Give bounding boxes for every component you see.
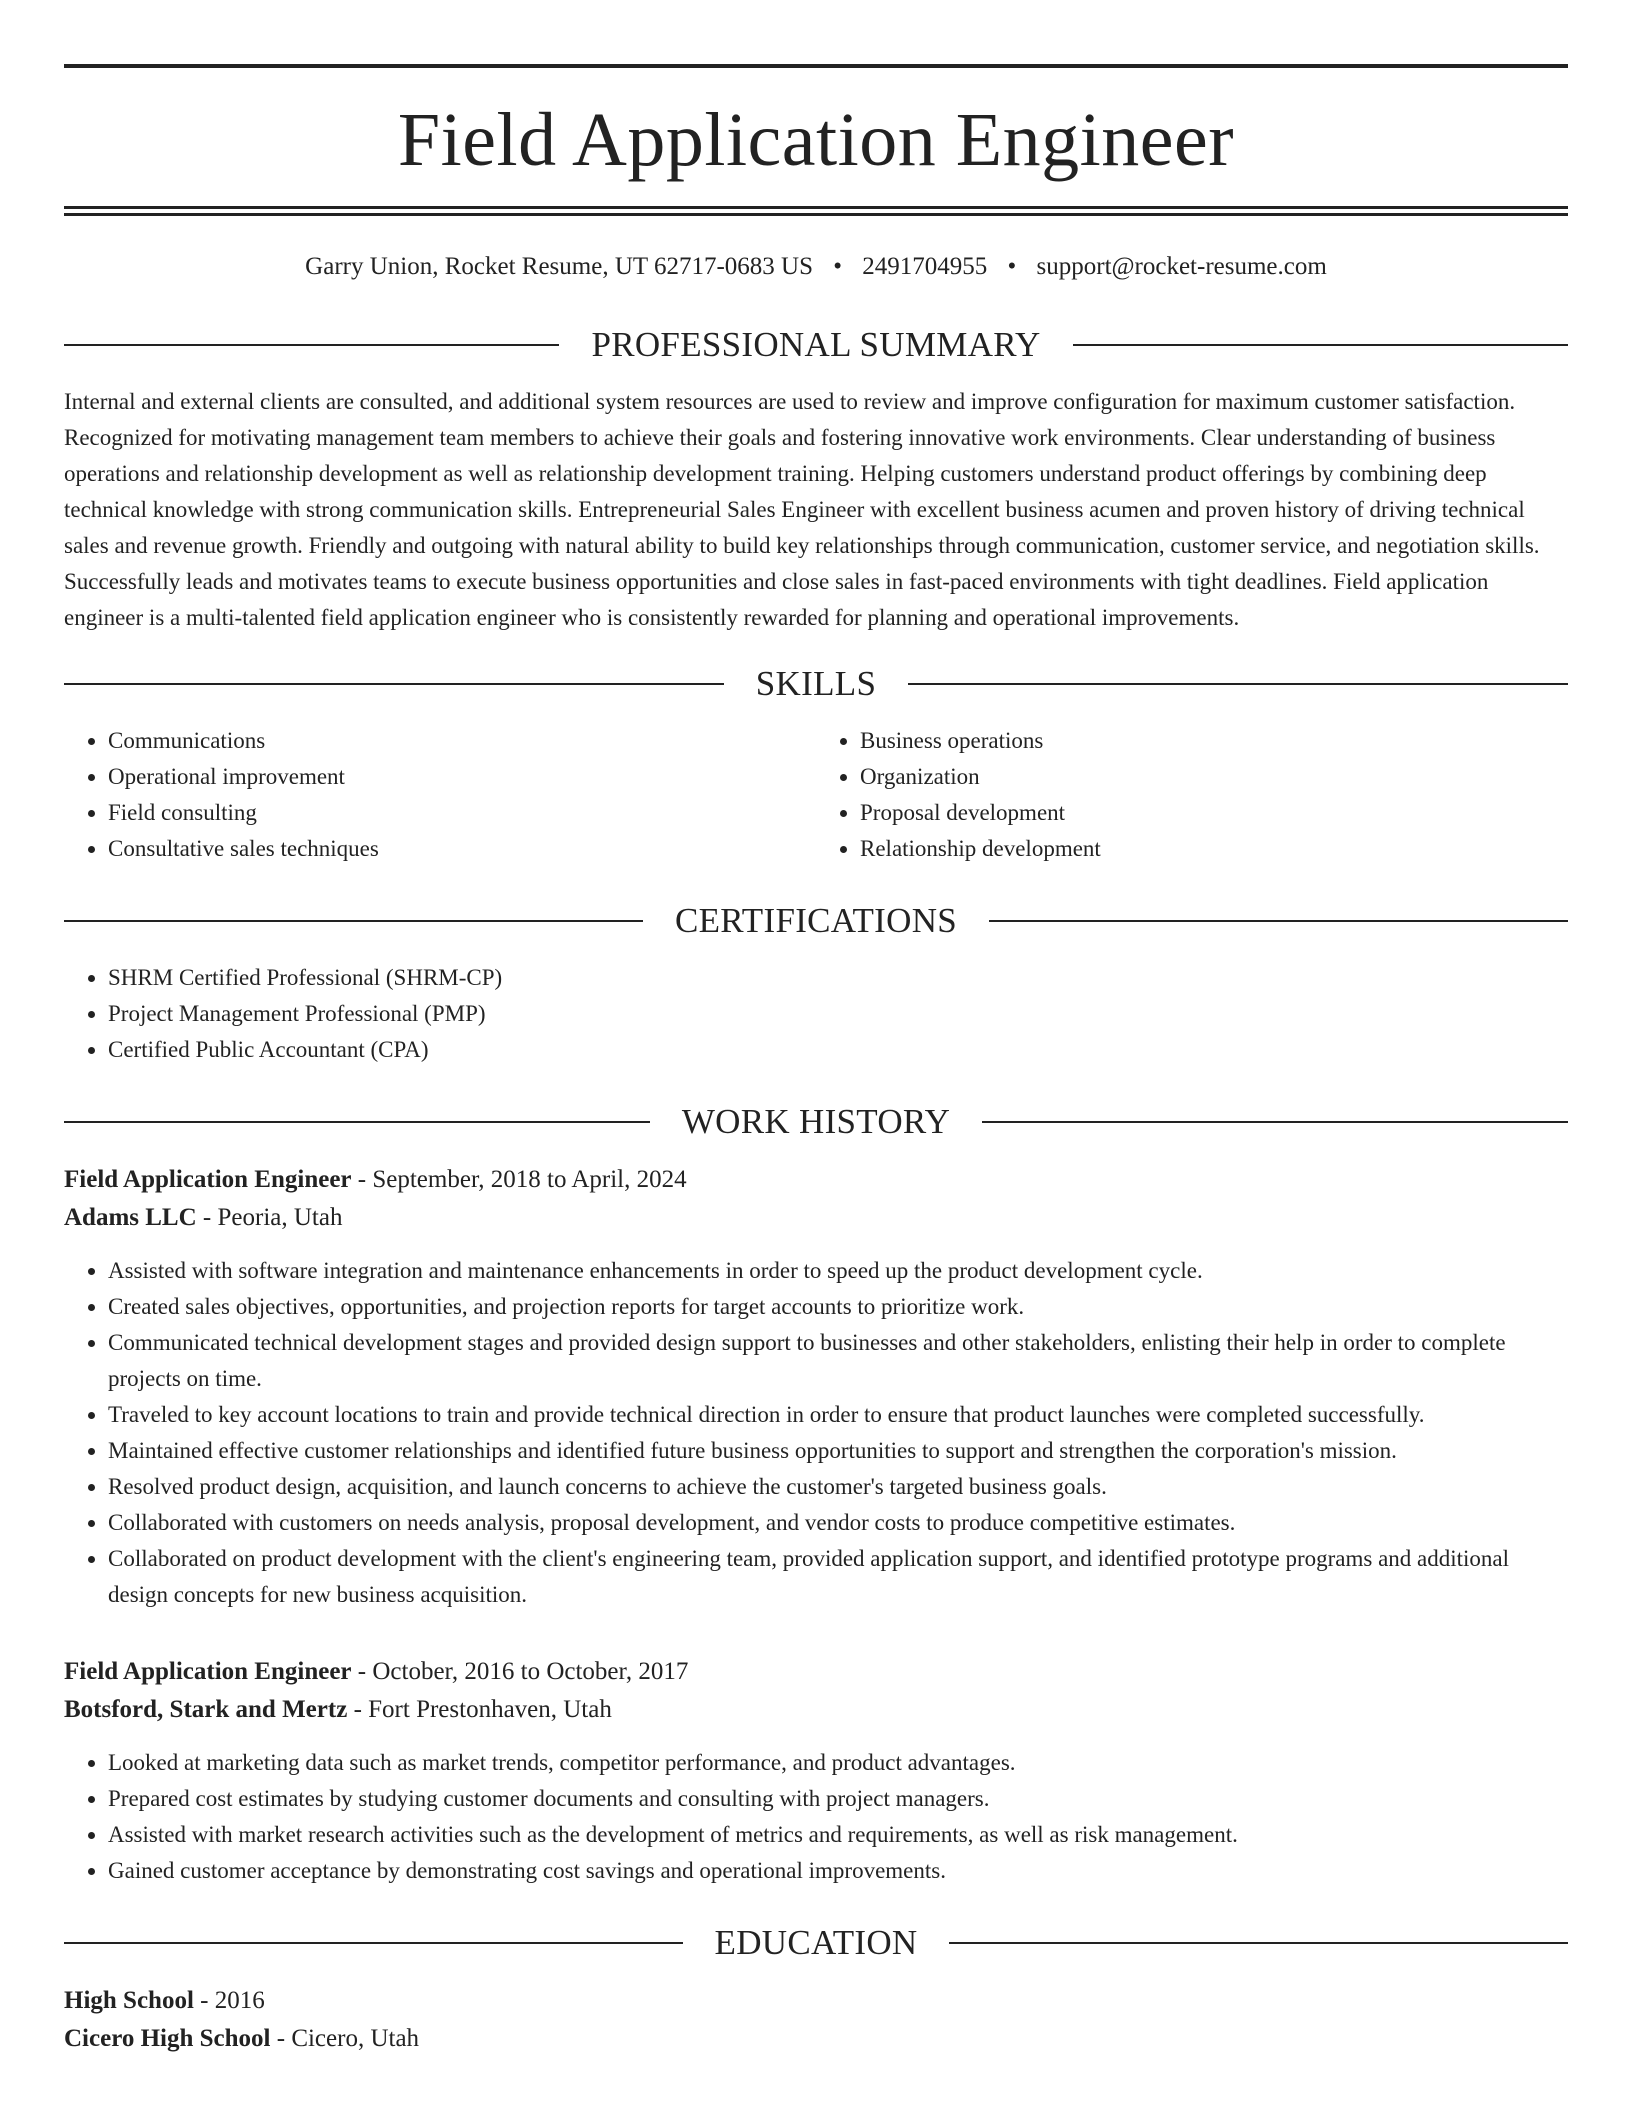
job-location: Peoria, Utah (217, 1204, 343, 1231)
job-dates: October, 2016 to October, 2017 (372, 1658, 689, 1685)
work-history-heading (64, 1104, 1568, 1139)
job-bullet: • Assisted with software integration and maintenance enhancements in order to speed up the product development cycle. (108, 1253, 1568, 1289)
job-bullet: • Maintained effective customer relationships and identified future business opportunities to support and strengthen the corporation's mission. (108, 1433, 1568, 1469)
heading-rule-right (982, 1121, 1568, 1123)
education-degree: High School (64, 1987, 194, 2014)
summary-heading (64, 327, 1568, 362)
job-company: Adams LLC (64, 1204, 197, 1231)
skills-list-right (816, 723, 1568, 867)
resume-content (64, 0, 1568, 2058)
dash: - (351, 1658, 373, 1685)
contact-separator: • (833, 253, 842, 280)
skill-item: • Communications (108, 723, 816, 759)
dash: - (351, 1166, 373, 1193)
job-bullet: • Communicated technical development stages and provided design support to businesses and other stakeholders, enlisting their help in order to complete projects on time. (108, 1325, 1568, 1397)
certifications-heading (64, 903, 1568, 938)
job-company-line (64, 1199, 1568, 1237)
heading-rule-left (64, 920, 643, 922)
dash: - (347, 1696, 369, 1723)
education-school: Cicero High School (64, 2025, 271, 2052)
heading-rule-right (989, 920, 1568, 922)
heading-rule-left (64, 683, 724, 685)
job-bullet: • Looked at marketing data such as market trends, competitor performance, and product advantages. (108, 1745, 1568, 1781)
education-heading (64, 1925, 1568, 1960)
skill-item: • Business operations (860, 723, 1568, 759)
job-bullet: • Gained customer acceptance by demonstrating cost savings and operational improvements. (108, 1853, 1568, 1889)
skills-list-left (64, 723, 816, 867)
job-company-line (64, 1691, 1568, 1729)
job-bullet: • Collaborated with customers on needs analysis, proposal development, and vendor costs to produce competitive estimates. (108, 1505, 1568, 1541)
certification-item: • SHRM Certified Professional (SHRM-CP) (108, 960, 1568, 996)
job-bullet: • Assisted with market research activities such as the development of metrics and requirements, as well as risk management. (108, 1817, 1568, 1853)
dash: - (270, 2025, 292, 2052)
certifications-heading-label: CERTIFICATIONS (674, 901, 958, 940)
skill-item: • Relationship development (860, 831, 1568, 867)
heading-rule-right (908, 683, 1568, 685)
contact-address: Garry Union, Rocket Resume, UT 62717-0683 US (305, 253, 813, 280)
dash: - (196, 1204, 218, 1231)
job-bullet: • Traveled to key account locations to train and provide technical direction in order to ensure that product launches were completed successfully. (108, 1397, 1568, 1433)
heading-rule-left (64, 344, 559, 346)
certifications-list (64, 960, 1568, 1068)
skills-heading (64, 666, 1568, 701)
skills-grid (64, 723, 1568, 867)
job-title-line (64, 1161, 1568, 1199)
certification-item: • Certified Public Accountant (CPA) (108, 1032, 1568, 1068)
job-bullet: • Resolved product design, acquisition, and launch concerns to achieve the customer's targeted business goals. (108, 1469, 1568, 1505)
education-location: Cicero, Utah (291, 2025, 420, 2052)
contact-separator: • (1007, 253, 1017, 280)
title-double-rule (64, 206, 1568, 216)
job-bullets (64, 1745, 1568, 1889)
job-dates: September, 2018 to April, 2024 (372, 1166, 687, 1193)
top-rule (64, 64, 1568, 68)
education-entry (64, 1982, 1568, 2058)
job-title: Field Application Engineer (64, 1658, 352, 1685)
job-title: Field Application Engineer (64, 1166, 352, 1193)
skill-item: • Consultative sales techniques (108, 831, 816, 867)
contact-email: support@rocket-resume.com (1036, 253, 1327, 280)
education-heading-label: EDUCATION (714, 1923, 918, 1962)
certification-item: • Project Management Professional (PMP) (108, 996, 1568, 1032)
contact-line (64, 254, 1568, 279)
resume-title: Field Application Engineer (397, 98, 1235, 182)
heading-rule-right (1073, 344, 1568, 346)
job-bullet: • Collaborated on product development with the client's engineering team, provided application support, and identified prototype programs and additional design concepts for new business acquisition. (108, 1541, 1568, 1613)
job-company: Botsford, Stark and Mertz (64, 1696, 348, 1723)
job-bullet: • Created sales objectives, opportunities, and projection reports for target accounts to prioritize work. (108, 1289, 1568, 1325)
education-year: 2016 (214, 1987, 265, 2014)
summary-text: Internal and external clients are consulted, and additional system resources are used to review and improve configuration for maximum customer satisfaction. Recognized for motivating management team members to achieve their goals and fostering innovative work environments. Clear understanding of business operations and relationship development as well as relationship development training. Helping customers understand product offerings by combining deep technical knowledge with strong communication skills. Entrepreneurial Sales Engineer with excellent business acumen and proven history of driving technical sales and revenue growth. Friendly and outgoing with natural ability to build key relationships through communication, customer service, and negotiation skills. Successfully leads and motivates teams to execute business opportunities and close sales in fast-paced environments with tight deadlines. Field application engineer is a multi-talented field application engineer who is consistently rewarded for planning and operational improvements. (64, 389, 1540, 630)
skill-item: • Field consulting (108, 795, 816, 831)
skill-item: • Organization (860, 759, 1568, 795)
heading-rule-right (949, 1942, 1568, 1944)
education-degree-line (64, 1982, 1568, 2020)
job-location: Fort Prestonhaven, Utah (368, 1696, 612, 1723)
job-title-line (64, 1653, 1568, 1691)
job-entry (64, 1161, 1568, 1613)
job-entry (64, 1653, 1568, 1889)
work-history-heading-label: WORK HISTORY (681, 1102, 951, 1141)
summary-heading-label: PROFESSIONAL SUMMARY (591, 325, 1041, 364)
heading-rule-left (64, 1121, 650, 1123)
job-bullet: • Prepared cost estimates by studying customer documents and consulting with project managers. (108, 1781, 1568, 1817)
dash: - (193, 1987, 215, 2014)
skill-item: • Operational improvement (108, 759, 816, 795)
education-school-line (64, 2020, 1568, 2058)
heading-rule-left (64, 1942, 683, 1944)
skill-item: • Proposal development (860, 795, 1568, 831)
contact-phone: 2491704955 (862, 253, 988, 280)
job-bullets (64, 1253, 1568, 1613)
skills-heading-label: SKILLS (755, 664, 877, 703)
